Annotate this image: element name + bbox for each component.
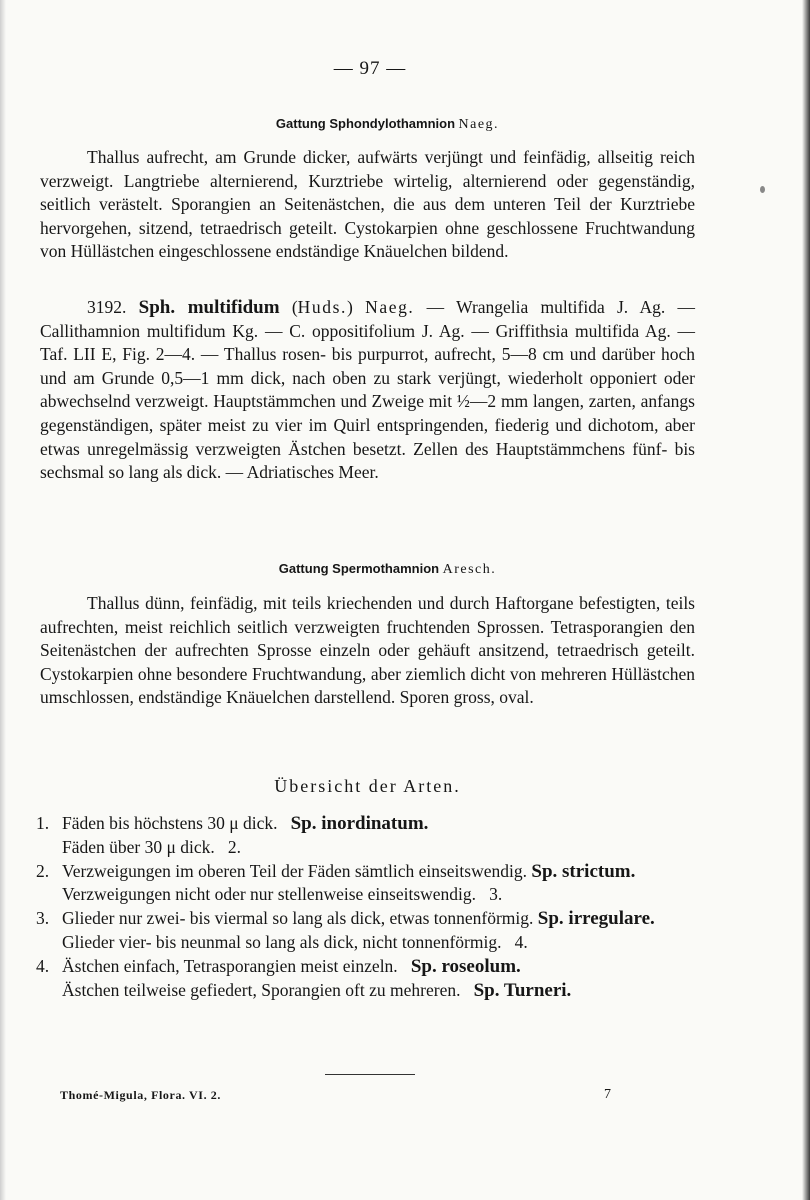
genus-author: Naeg. xyxy=(458,117,500,132)
species-author-open: ( xyxy=(291,297,298,317)
key-number: 1. xyxy=(36,813,50,833)
genus-heading-sphondylothamnion xyxy=(40,116,735,133)
species-text: — Wrangelia multifida J. Ag. — Callithamnion multifidum Kg. — C. oppositifolium J. Ag. — Griffithsia multifida Ag. — Taf. LII E, Fig. 2—4. — Thallus rosen- bis purpurrot, aufrecht, 5—8 cm und darüber hoch und am Grunde 0,5—1 mm dick, nach oben zu stark verjüngt, wiederholt opponiert oder abwechselnd verzweigt. Hauptstämmchen und Zweige mit ½—2 mm langen, zarten, anfangs gegenständigen, später meist zu vier im Quirl entspringenden, fiederig und dichotom, aber etwas unregelmässig verzweigten Ästchen besetzt. Zellen des Hauptstämmchens fünf- bis sechsmal so lang als dick. — Adriatisches Meer. xyxy=(40,297,695,483)
species-author-huds: Huds. xyxy=(297,297,347,317)
key-lead: Fäden bis höchstens 30 μ dick. xyxy=(62,813,278,833)
footer-source: Thomé-Migula, Flora. VI. 2. xyxy=(60,1088,221,1102)
species-entry-multifidum xyxy=(40,296,695,485)
species-author-naeg: Naeg. xyxy=(365,297,415,317)
key-alternative-4 xyxy=(36,979,696,1003)
key-lead: Verzweigungen im oberen Teil der Fäden sämtlich einseitswendig. xyxy=(62,860,527,881)
species-number: 3192. xyxy=(87,297,127,317)
key-species: Sp. roseolum. xyxy=(410,955,521,977)
page-number: — 97 — xyxy=(333,58,407,79)
genus-name: Gattung Spermothamnion xyxy=(278,561,440,576)
key-lead: Glieder nur zwei- bis viermal so lang als dick, etwas tonnenförmig. xyxy=(62,908,534,929)
key-alternative-2 xyxy=(36,883,696,907)
key-alternative-1 xyxy=(36,836,696,860)
page-edge-left xyxy=(0,0,6,1200)
key-number: 4. xyxy=(36,955,50,976)
key-species: Sp. strictum. xyxy=(531,860,636,882)
footer-rule xyxy=(325,1074,415,1075)
genus-name: Gattung Sphondylothamnion xyxy=(275,116,456,131)
genus-author: Aresch. xyxy=(442,562,497,577)
genus-heading-spermothamnion xyxy=(40,561,735,578)
key-species: Sp. inordinatum. xyxy=(290,813,429,834)
key-alt: Verzweigungen nicht oder nur stellenweise einseitswendig. xyxy=(62,884,477,905)
key-alt-species: Sp. Turneri. xyxy=(473,979,572,1001)
key-alt: Ästchen teilweise gefiedert, Sporangien oft zu mehreren. xyxy=(62,979,461,1000)
key-number: 2. xyxy=(36,860,50,881)
key-alt: Glieder vier- bis neunmal so lang als dick, nicht tonnenförmig. xyxy=(62,931,502,952)
key-alternative-3 xyxy=(36,931,696,955)
key-couplet-4 xyxy=(36,955,696,979)
footer-sheet-number: 7 xyxy=(604,1087,611,1102)
overview-title: Übersicht der Arten. xyxy=(274,776,461,796)
key-alt-ref: 4. xyxy=(514,931,528,952)
key-couplet-1 xyxy=(36,812,696,836)
key-alt-ref: 2. xyxy=(227,836,241,857)
key-alt-ref: 3. xyxy=(489,884,503,905)
key-couplet-3 xyxy=(36,907,696,931)
page-edge-right xyxy=(802,0,810,1200)
species-key xyxy=(36,812,696,1002)
species-name: Sph. multifidum xyxy=(138,297,280,318)
key-species: Sp. irregulare. xyxy=(537,908,655,930)
species-author-close: ) xyxy=(347,297,353,317)
key-lead: Ästchen einfach, Tetrasporangien meist einzeln. xyxy=(62,955,398,976)
ink-speck xyxy=(760,186,765,193)
key-number: 3. xyxy=(36,908,50,929)
genus-description-sphondylothamnion: Thallus aufrecht, am Grunde dicker, aufwärts verjüngt und feinfädig, allseitig reich verzweigt. Langtriebe alternierend, Kurztriebe wirtelig, alternierend oder gegenständig, seitlich verästelt. Sporangien an Seitenästchen, die aus dem unteren Teil der Kurztriebe hervorgehen, sitzend, tetraedrisch geteilt. Cystokarpien ohne geschlossene Fruchtwandung von Hüllästchen eingeschlossene endständige Knäuelchen bildend. xyxy=(40,147,695,262)
genus-description-spermothamnion: Thallus dünn, feinfädig, mit teils kriechenden und durch Haftorgane befestigten, teils aufrechten, meist reichlich seitlich verzweigten fruchtenden Sprossen. Tetrasporangien den Seitenästchen der aufrechten Sprosse einzeln oder gehäuft ansitzend, tetraedrisch geteilt. Cystokarpien ohne besondere Fruchtwandung, aber ziemlich dicht von mehreren Hüllästchen umschlossen, endständige Knäuelchen darstellend. Sporen gross, oval. xyxy=(40,593,695,708)
key-alt: Fäden über 30 μ dick. xyxy=(62,836,215,857)
key-couplet-2 xyxy=(36,860,696,884)
